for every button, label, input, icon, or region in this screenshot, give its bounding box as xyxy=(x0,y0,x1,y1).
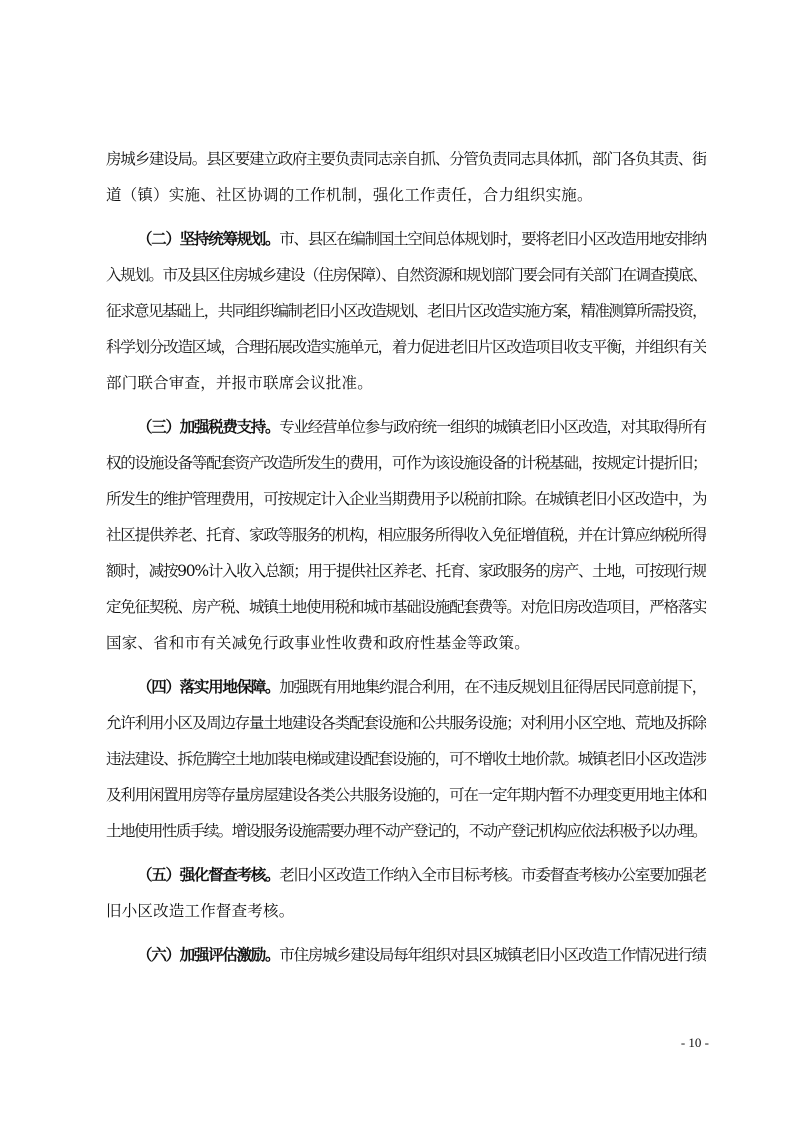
line-text: 专业经营单位参与政府统一组织的城镇老旧小区改造，对其取得所有 xyxy=(279,418,706,436)
text-line xyxy=(106,334,706,360)
text-line xyxy=(106,594,706,620)
section-heading: （五）强化督查考核。 xyxy=(137,865,280,884)
text-line xyxy=(106,558,706,584)
page-number: - 10 - xyxy=(680,1035,709,1050)
text-line xyxy=(106,746,706,772)
line-text: 道（镇）实施、社区协调的工作机制，强化工作责任，合力组织实施。 xyxy=(106,186,593,204)
section-heading: （六）加强评估激励。 xyxy=(137,945,280,964)
line-text: 额时，减按90%计入收入总额；用于提供社区养老、托育、家政服务的房产、土地，可按现行规 xyxy=(106,562,706,580)
text-line xyxy=(106,370,706,396)
text-line xyxy=(106,630,706,656)
text-line xyxy=(106,710,706,736)
section-6-heading-line xyxy=(137,942,706,968)
line-text: 定免征契税、房产税、城镇土地使用税和城市基础设施配套费等。对危旧房改造项目，严格落实 xyxy=(106,598,706,616)
line-text: 加强既有用地集约混合利用，在不违反规划且征得居民同意前提下， xyxy=(279,678,706,696)
line-text: 土地使用性质手续。增设服务设施需要办理不动产登记的，不动产登记机构应依法积极予以办理。 xyxy=(106,822,706,840)
line-text: 及利用闲置用房等存量房屋建设各类公共服务设施的，可在一定年期内暂不办理变更用地主体和 xyxy=(106,786,706,804)
line-text: 旧小区改造工作督查考核。 xyxy=(106,902,295,920)
text-line xyxy=(106,898,706,924)
text-line xyxy=(106,298,706,324)
text-line xyxy=(106,818,706,844)
line-text: 权的设施设备等配套资产改造所发生的费用，可作为该设施设备的计税基础，按规定计提折旧； xyxy=(106,454,706,472)
text-line xyxy=(106,450,706,476)
line-text: 部门联合审查，并报市联席会议批准。 xyxy=(106,374,373,392)
section-2-heading-line xyxy=(137,226,706,252)
line-text: 入规划。市及县区住房城乡建设（住房保障）、自然资源和规划部门要会同有关部门在调查摸底、 xyxy=(106,266,706,284)
section-heading: （二）坚持统筹规划。 xyxy=(137,229,280,248)
text-line xyxy=(106,486,706,512)
line-text: 房城乡建设局。县区要建立政府主要负责同志亲自抓、分管负责同志具体抓，部门各负其责、街 xyxy=(106,150,706,168)
line-text: 允许利用小区及周边存量土地建设各类配套设施和公共服务设施；对利用小区空地、荒地及拆除 xyxy=(106,714,706,732)
line-text: 社区提供养老、托育、家政等服务的机构，相应服务所得收入免征增值税，并在计算应纳税所得 xyxy=(106,526,706,544)
line-text: 违法建设、拆危腾空土地加装电梯或建设配套设施的，可不增收土地价款。城镇老旧小区改造涉 xyxy=(106,750,706,768)
section-heading: （四）落实用地保障。 xyxy=(137,677,280,696)
line-text: 老旧小区改造工作纳入全市目标考核。市委督查考核办公室要加强老 xyxy=(279,866,706,884)
line-text: 征求意见基础上，共同组织编制老旧小区改造规划、老旧片区改造实施方案，精准测算所需投资， xyxy=(106,302,706,320)
text-line xyxy=(106,782,706,808)
line-text: 所发生的维护管理费用，可按规定计入企业当期费用予以税前扣除。在城镇老旧小区改造中，为 xyxy=(106,490,706,508)
line-text: 科学划分改造区域，合理拓展改造实施单元，着力促进老旧片区改造项目收支平衡，并组织有关 xyxy=(106,338,706,356)
text-line xyxy=(106,522,706,548)
line-text: 市、县区在编制国土空间总体规划时，要将老旧小区改造用地安排纳 xyxy=(279,230,706,248)
line-text: 市住房城乡建设局每年组织对县区城镇老旧小区改造工作情况进行绩 xyxy=(279,946,706,964)
section-4-heading-line xyxy=(137,674,706,700)
text-line xyxy=(106,182,706,208)
section-3-heading-line xyxy=(137,414,706,440)
line-text: 国家、省和市有关减免行政事业性收费和政府性基金等政策。 xyxy=(106,634,530,652)
text-line xyxy=(106,262,706,288)
text-line xyxy=(106,146,706,172)
section-heading: （三）加强税费支持。 xyxy=(137,417,280,436)
section-5-heading-line xyxy=(137,862,706,888)
